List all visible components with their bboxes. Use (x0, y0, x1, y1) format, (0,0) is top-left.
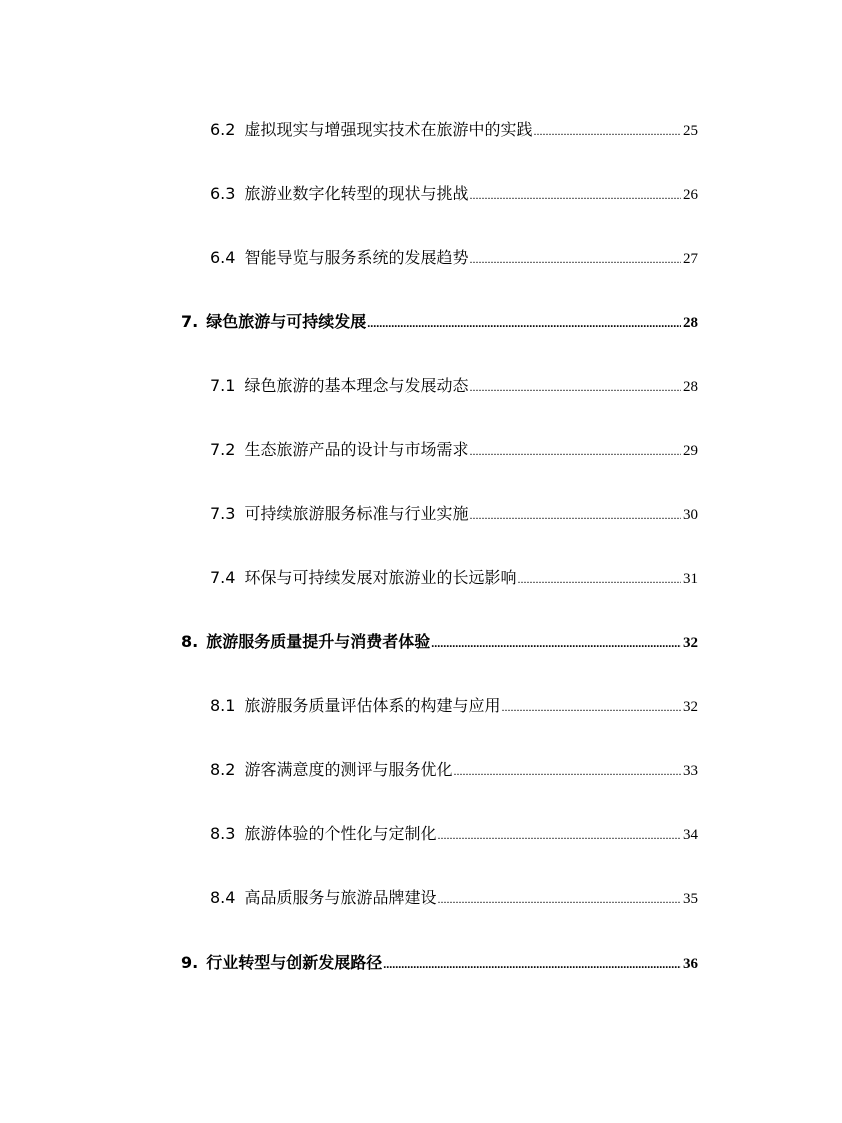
toc-entry-7-3[interactable] (210, 501, 698, 527)
toc-entry-7-4[interactable] (210, 565, 698, 591)
toc-chapter-number: 7. (181, 312, 199, 331)
toc-entry-title: 绿色旅游的基本理念与发展动态 (244, 376, 469, 395)
toc-entry-number: 8.4 (210, 888, 236, 907)
toc-entry-7-1[interactable] (210, 373, 698, 399)
toc-entry-title: 生态旅游产品的设计与市场需求 (244, 440, 469, 459)
toc-dot-leader (437, 886, 681, 912)
toc-dot-leader (431, 630, 681, 656)
toc-entry-title: 可持续旅游服务标准与行业实施 (244, 504, 469, 523)
toc-entry-page: 31 (683, 571, 698, 587)
toc-entry-8-2[interactable] (210, 757, 698, 783)
toc-entry-number: 6.3 (210, 184, 236, 203)
toc-entry-title: 环保与可持续发展对旅游业的长远影响 (244, 568, 517, 587)
toc-chapter-8[interactable] (181, 629, 698, 655)
toc-entry-number: 6.2 (210, 120, 236, 139)
toc-chapter-title: 行业转型与创新发展路径 (206, 953, 383, 972)
toc-chapter-9[interactable] (181, 950, 698, 976)
toc-chapter-title: 旅游服务质量提升与消费者体验 (206, 632, 431, 651)
toc-entry-title: 虚拟现实与增强现实技术在旅游中的实践 (244, 120, 533, 139)
toc-entry-8-1[interactable] (210, 693, 698, 719)
toc-dot-leader (367, 310, 681, 336)
toc-entry-page: 30 (683, 507, 698, 523)
toc-entry-page: 29 (683, 443, 698, 459)
toc-dot-leader (469, 246, 681, 272)
toc-dot-leader (469, 438, 681, 464)
toc-entry-title: 智能导览与服务系统的发展趋势 (244, 248, 469, 267)
toc-dot-leader (437, 822, 681, 848)
toc-entry-number: 7.4 (210, 568, 236, 587)
toc-chapter-page: 36 (683, 956, 698, 972)
toc-entry-6-3[interactable] (210, 181, 698, 207)
toc-entry-number: 7.3 (210, 504, 236, 523)
toc-entry-page: 28 (683, 379, 698, 395)
toc-dot-leader (469, 182, 681, 208)
toc-entry-title: 游客满意度的测评与服务优化 (244, 760, 453, 779)
toc-dot-leader (383, 951, 681, 977)
toc-chapter-number: 8. (181, 632, 199, 651)
toc-dot-leader (517, 566, 681, 592)
toc-dot-leader (469, 374, 681, 400)
toc-dot-leader (533, 118, 681, 144)
toc-dot-leader (469, 502, 681, 528)
toc-entry-page: 27 (683, 251, 698, 267)
toc-entry-title: 旅游业数字化转型的现状与挑战 (244, 184, 469, 203)
toc-entry-title: 旅游服务质量评估体系的构建与应用 (244, 696, 501, 715)
toc-chapter-title: 绿色旅游与可持续发展 (206, 312, 367, 331)
toc-entry-page: 32 (683, 699, 698, 715)
toc-entry-page: 34 (683, 827, 698, 843)
toc-entry-page: 33 (683, 763, 698, 779)
toc-chapter-page: 28 (683, 315, 698, 331)
toc-entry-number: 6.4 (210, 248, 236, 267)
toc-entry-number: 8.2 (210, 760, 236, 779)
toc-chapter-page: 32 (683, 635, 698, 651)
toc-entry-7-2[interactable] (210, 437, 698, 463)
toc-entry-number: 8.1 (210, 696, 236, 715)
toc-entry-title: 高品质服务与旅游品牌建设 (244, 888, 437, 907)
toc-entry-number: 7.1 (210, 376, 236, 395)
toc-entry-number: 7.2 (210, 440, 236, 459)
toc-dot-leader (453, 758, 681, 784)
toc-entry-8-4[interactable] (210, 885, 698, 911)
toc-chapter-7[interactable] (181, 309, 698, 335)
toc-entry-page: 26 (683, 187, 698, 203)
toc-entry-6-2[interactable] (210, 117, 698, 143)
toc-entry-8-3[interactable] (210, 821, 698, 847)
toc-entry-page: 35 (683, 891, 698, 907)
toc-entry-number: 8.3 (210, 824, 236, 843)
toc-dot-leader (501, 694, 681, 720)
toc-entry-title: 旅游体验的个性化与定制化 (244, 824, 437, 843)
toc-entry-page: 25 (683, 123, 698, 139)
toc-entry-6-4[interactable] (210, 245, 698, 271)
toc-chapter-number: 9. (181, 953, 199, 972)
